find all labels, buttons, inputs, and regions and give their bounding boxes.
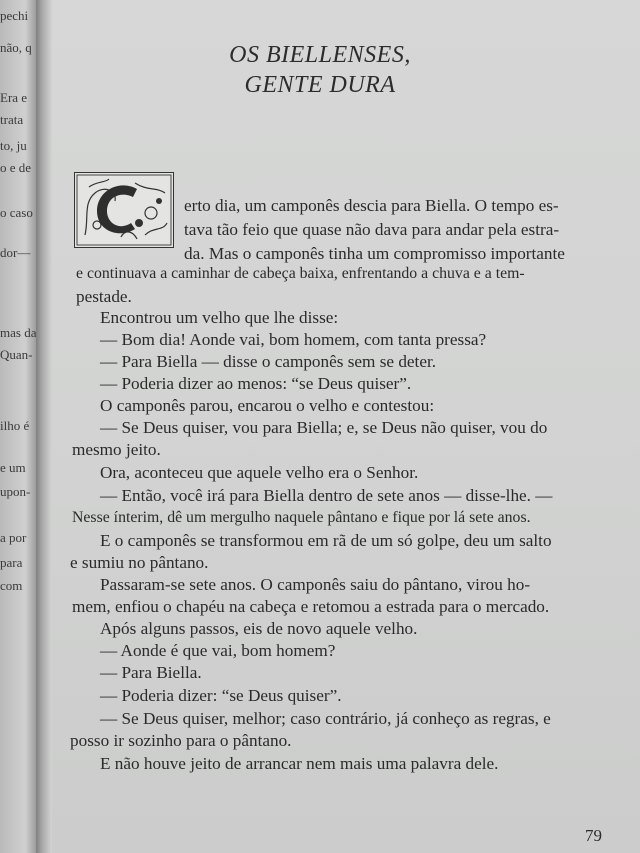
previous-page-text: upon-: [0, 484, 31, 499]
decorated-initial-c-icon: [74, 172, 174, 248]
previous-page-text: trata: [0, 112, 24, 127]
previous-page-text: e um: [0, 460, 26, 475]
body-text-line: — Então, você irá para Biella dentro de sete anos — disse-lhe. —: [100, 486, 553, 505]
page-number: 79: [585, 826, 602, 845]
body-text-line: — Para Biella — disse o camponês sem se deter.: [100, 352, 437, 371]
book-gutter: [36, 0, 52, 853]
previous-page-text: ilho é: [0, 418, 30, 433]
previous-page-text: Era e: [0, 90, 28, 105]
previous-page-text: o caso: [0, 205, 33, 220]
body-text-line: E não houve jeito de arrancar nem mais uma palavra dele.: [100, 754, 499, 773]
body-text-line: — Para Biella.: [100, 663, 202, 682]
body-text-line: — Bom dia! Aonde vai, bom homem, com tanta pressa?: [100, 330, 487, 349]
previous-page-text: com: [0, 578, 23, 593]
body-text-line: — Se Deus quiser, vou para Biella; e, se Deus não quiser, vou do: [100, 418, 548, 437]
previous-page-text: to, ju: [0, 138, 27, 153]
body-text-line: mesmo jeito.: [72, 440, 161, 459]
body-text-line: da. Mas o camponês tinha um compromisso importante: [184, 244, 565, 263]
body-text-line: Após alguns passos, eis de novo aquele velho.: [100, 619, 418, 638]
previous-page-text: para: [0, 555, 23, 570]
body-text-line: — Poderia dizer ao menos: “se Deus quiser”.: [100, 374, 412, 393]
body-text-line: posso ir sozinho para o pântano.: [70, 731, 292, 750]
previous-page-text: pechi: [0, 8, 29, 23]
body-text-line: O camponês parou, encarou o velho e contestou:: [100, 396, 435, 415]
previous-page-edge: [0, 0, 36, 853]
body-text-line: e continuava a caminhar de cabeça baixa, enfrentando a chuva e a tem-: [76, 265, 525, 282]
previous-page-text: mas da: [0, 325, 36, 340]
previous-page-text: não, q: [0, 40, 32, 55]
previous-page-text: dor—: [0, 245, 31, 260]
body-text-line: Nesse ínterim, dê um mergulho naquele pântano e fique por lá sete anos.: [72, 509, 531, 526]
body-text-line: Encontrou um velho que lhe disse:: [100, 308, 339, 327]
previous-page-text: o e de: [0, 160, 32, 175]
body-text-line: Ora, aconteceu que aquele velho era o Senhor.: [100, 463, 419, 482]
body-text-line: Passaram-se sete anos. O camponês saiu do pântano, virou ho-: [100, 575, 531, 594]
body-text-line: — Se Deus quiser, melhor; caso contrário, já conheço as regras, e: [100, 709, 551, 728]
chapter-title-line-1: OS BIELLENSES,: [229, 42, 411, 68]
previous-page-text: Quan-: [0, 347, 33, 362]
body-text-line: e sumiu no pântano.: [70, 553, 209, 572]
previous-page-text: a por: [0, 530, 27, 545]
body-text-line: — Aonde é que vai, bom homem?: [100, 641, 336, 660]
body-text-line: — Poderia dizer: “se Deus quiser”.: [100, 686, 342, 705]
body-text-line: E o camponês se transformou em rã de um só golpe, deu um salto: [100, 531, 552, 550]
body-text-line: mem, enfiou o chapéu na cabeça e retomou a estrada para o mercado.: [72, 597, 550, 616]
body-text-line: erto dia, um camponês descia para Biella. O tempo es-: [184, 196, 559, 215]
body-text-line: tava tão feio que quase não dava para andar pela estra-: [184, 220, 560, 239]
chapter-title-line-2: GENTE DURA: [244, 72, 396, 98]
body-text-line: pestade.: [76, 287, 132, 306]
